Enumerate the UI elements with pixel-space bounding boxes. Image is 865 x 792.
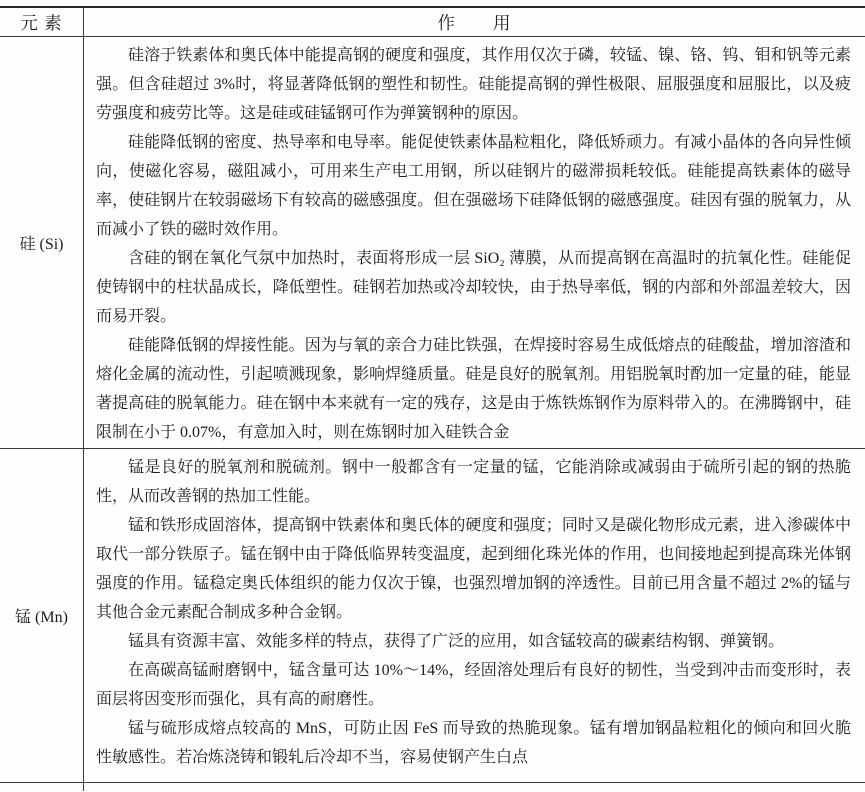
element-label-mn (0, 449, 84, 783)
element-label-si (0, 37, 84, 449)
next-row-stub-right (84, 783, 865, 791)
effect-paragraph-si-1: 硅溶于铁素体和奥氏体中能提高钢的硬度和强度，其作用仅次于磷，较锰、镍、铬、钨、钼和钒等元素强。但含硅超过 3%时，将显著降低钢的塑性和韧性。硅能提高钢的弹性极限、屈服强度和屈服比，以及疲劳强度和疲劳比等。这是硅或硅锰钢可作为弹簧钢种的原因。 (96, 47, 851, 122)
element-name-si: 硅 (Si) (19, 236, 64, 253)
effect-paragraph-mn-3: 锰具有资源丰富、效能多样的特点，获得了广泛的应用，如含锰较高的碳素结构钢、弹簧钢。 (128, 633, 785, 650)
effect-paragraph-mn-4: 在高碳高锰耐磨钢中，锰含量可达 10%～14%，经固溶处理后有良好的韧性，当受到冲击而变形时，表面层将因变形而强化，具有高的耐磨性。 (96, 662, 851, 708)
effect-paragraph-si-3: 含硅的钢在氧化气氛中加热时，表面将形成一层 SiO₂ 薄膜，从而提高钢在高温时的抗氧化性。硅能促使铸钢中的柱状晶成长，降低塑性。硅钢若加热或冷却较快，由于热导率低，钢的内部和外部温差较大，因而易开裂。 (96, 250, 851, 325)
header-cell-element (0, 8, 84, 37)
next-row-stub-left (0, 783, 84, 791)
effect-cell-mn (84, 449, 865, 783)
effect-paragraph-mn-2: 锰和铁形成固溶体，提高钢中铁素体和奥氏体的硬度和强度；同时又是碳化物形成元素，进入渗碳体中取代一部分铁原子。锰在钢中由于降低临界转变温度，起到细化珠光体的作用，也间接地起到提高珠光体钢强度的作用。锰稳定奥氏体组织的能力仅次于镍，也强烈增加钢的淬透性。目前已用含量不超过 2%的锰与其他合金元素配合制成多种合金钢。 (96, 517, 851, 621)
effect-paragraph-mn-1: 锰是良好的脱氧剂和脱硫剂。钢中一般都含有一定量的锰，它能消除或减弱由于硫所引起的钢的热脆性，从而改善钢的热加工性能。 (96, 459, 851, 505)
header-effect-label: 作 用 (437, 12, 512, 33)
effect-paragraph-mn-5: 锰与硫形成熔点较高的 MnS，可防止因 FeS 而导致的热脆现象。锰有增加钢晶粒粗化的倾向和回火脆性敏感性。若冶炼浇铸和锻轧后冷却不当，容易使钢产生白点 (96, 720, 851, 766)
header-cell-effect (84, 8, 865, 37)
effect-paragraph-si-2: 硅能降低钢的密度、热导率和电导率。能促使铁素体晶粒粗化，降低矫顽力。有减小晶体的各向异性倾向，使磁化容易，磁阻减小，可用来生产电工用钢，所以硅钢片的磁滞损耗较低。硅能提高铁素体的磁导率，使硅钢片在较弱磁场下有较高的磁感强度。但在强磁场下硅降低钢的磁感强度。硅因有强的脱氧力，从而减小了铁的磁时效作用。 (96, 134, 851, 238)
effect-paragraph-si-4: 硅能降低钢的焊接性能。因为与氧的亲合力硅比铁强，在焊接时容易生成低熔点的硅酸盐，增加溶渣和熔化金属的流动性，引起喷溅现象，影响焊缝质量。硅是良好的脱氧剂。用铝脱氧时酌加一定量的硅，能显著提高硅的脱氧能力。硅在钢中本来就有一定的残存，这是由于炼铁炼钢作为原料带入的。在沸腾钢中，硅限制在小于 0.07%，有意加入时，则在炼钢时加入硅铁合金 (96, 337, 851, 441)
element-effects-table (0, 6, 865, 791)
header-element-label: 元 素 (20, 12, 63, 33)
effect-cell-si (84, 37, 865, 449)
element-name-mn: 锰 (Mn) (15, 609, 68, 626)
